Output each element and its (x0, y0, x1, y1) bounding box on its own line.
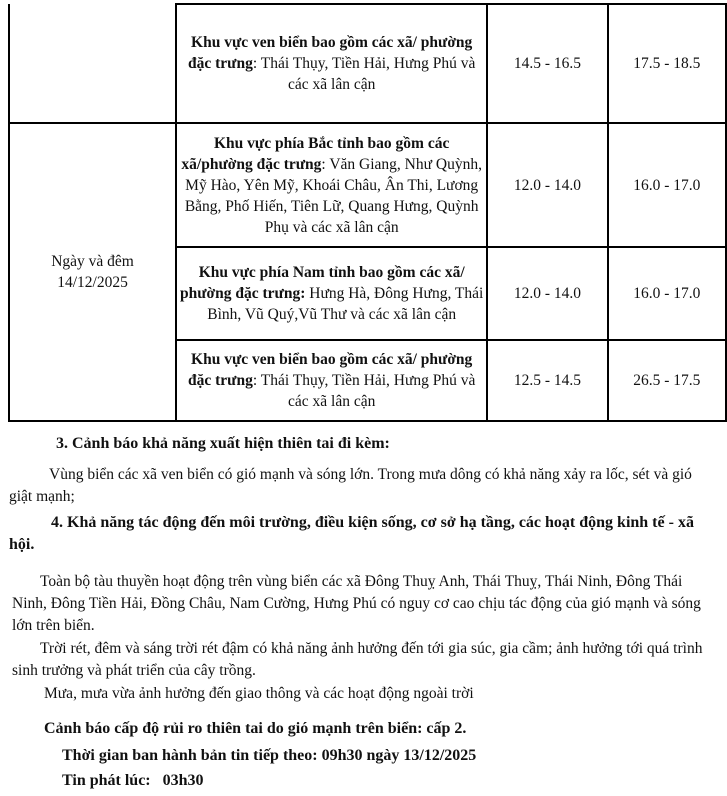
date-cell (9, 123, 176, 421)
range-b-cell: 17.5 - 18.5 (608, 4, 726, 123)
region-label: Khu vực ven biển bao gồm các xã/ phường đặc trưng (187, 351, 473, 389)
region-cell (176, 340, 487, 421)
region-label: Khu vực phía Bắc tỉnh bao gồm các xã/phường đặc trưng (181, 134, 450, 173)
region-cell (176, 247, 487, 340)
issued-at (62, 770, 727, 792)
section3-heading: 3. Cảnh báo khả năng xuất hiện thiên tai đi kèm: (56, 435, 390, 452)
table-row (9, 123, 726, 247)
range-a-cell: 12.0 - 14.0 (487, 123, 607, 247)
section3-body: Vùng biển các xã ven biển có gió mạnh và sóng lớn. Trong mưa dông có khả năng xảy ra lốc, sét và gió giật mạnh; (9, 466, 692, 505)
section4-heading: 4. Khả năng tác động đến môi trường, điều kiện sống, cơ sở hạ tầng, các hoạt động kinh tế - xã hội. (9, 514, 694, 553)
range-b-cell: 26.5 - 17.5 (608, 340, 726, 421)
range-a-cell: 14.5 - 16.5 (487, 4, 607, 123)
region-list: : Thái Thụy, Tiền Hải, Hưng Phú và các xã lân cận (252, 372, 476, 410)
forecast-table (8, 3, 727, 422)
table-row (9, 4, 726, 123)
range-a-cell: 12.5 - 14.5 (487, 340, 607, 421)
region-label: Khu vực ven biển bao gồm các xã/ phường đặc trưng (187, 34, 473, 72)
range-b-cell: 16.0 - 17.0 (608, 247, 726, 340)
section4-paragraph: Trời rét, đêm và sáng trời rét đậm có khả năng ảnh hưởng đến tới gia súc, gia cầm; ảnh hưởng tới quá trình sinh trưởng và phát triển của cây trồng. (12, 640, 703, 679)
risk-level-warning: Cảnh báo cấp độ rủi ro thiên tai do gió mạnh trên biển: cấp 2. (44, 720, 467, 737)
date-label: Ngày và đêm 14/12/2025 (51, 253, 134, 291)
range-b-cell: 16.0 - 17.0 (608, 123, 726, 247)
region-cell (176, 123, 487, 247)
range-a-cell: 12.0 - 14.0 (487, 247, 607, 340)
region-list: : Thái Thụy, Tiền Hải, Hưng Phú và các xã lân cận (252, 55, 476, 93)
region-label: Khu vực phía Nam tỉnh bao gồm các xã/ phường đặc trưng: (180, 264, 465, 302)
issued-at-time: 03h30 (162, 772, 204, 789)
issued-at-label: Tin phát lúc: (62, 772, 151, 789)
section4-paragraph: Mưa, mưa vừa ảnh hưởng đến giao thông và các hoạt động ngoài trời (44, 685, 474, 702)
next-bulletin-time: Thời gian ban hành bản tin tiếp theo: 09h30 ngày 13/12/2025 (62, 747, 477, 764)
section4-paragraph: Toàn bộ tàu thuyền hoạt động trên vùng biển các xã Đông Thuỵ Anh, Thái Thuỵ, Thái Ninh, Đông Thái Ninh, Đông Tiền Hải, Đồng Châu, Nam Cường, Hưng Phú có nguy cơ cao chịu tác động của gió mạnh và sóng lớn trên biển. (12, 573, 701, 634)
region-cell (176, 4, 487, 123)
region-list: Hưng Hà, Đông Hưng, Thái Bình, Vũ Quý,Vũ Thư và các xã lân cận (207, 285, 484, 323)
region-list: : Văn Giang, Như Quỳnh, Mỹ Hào, Yên Mỹ, Khoái Châu, Ân Thi, Lương Bằng, Phố Hiến, Tiên Lữ, Quang Hưng, Quỳnh Phụ và các xã lân cận (184, 155, 482, 236)
date-cell-continued (9, 4, 176, 123)
